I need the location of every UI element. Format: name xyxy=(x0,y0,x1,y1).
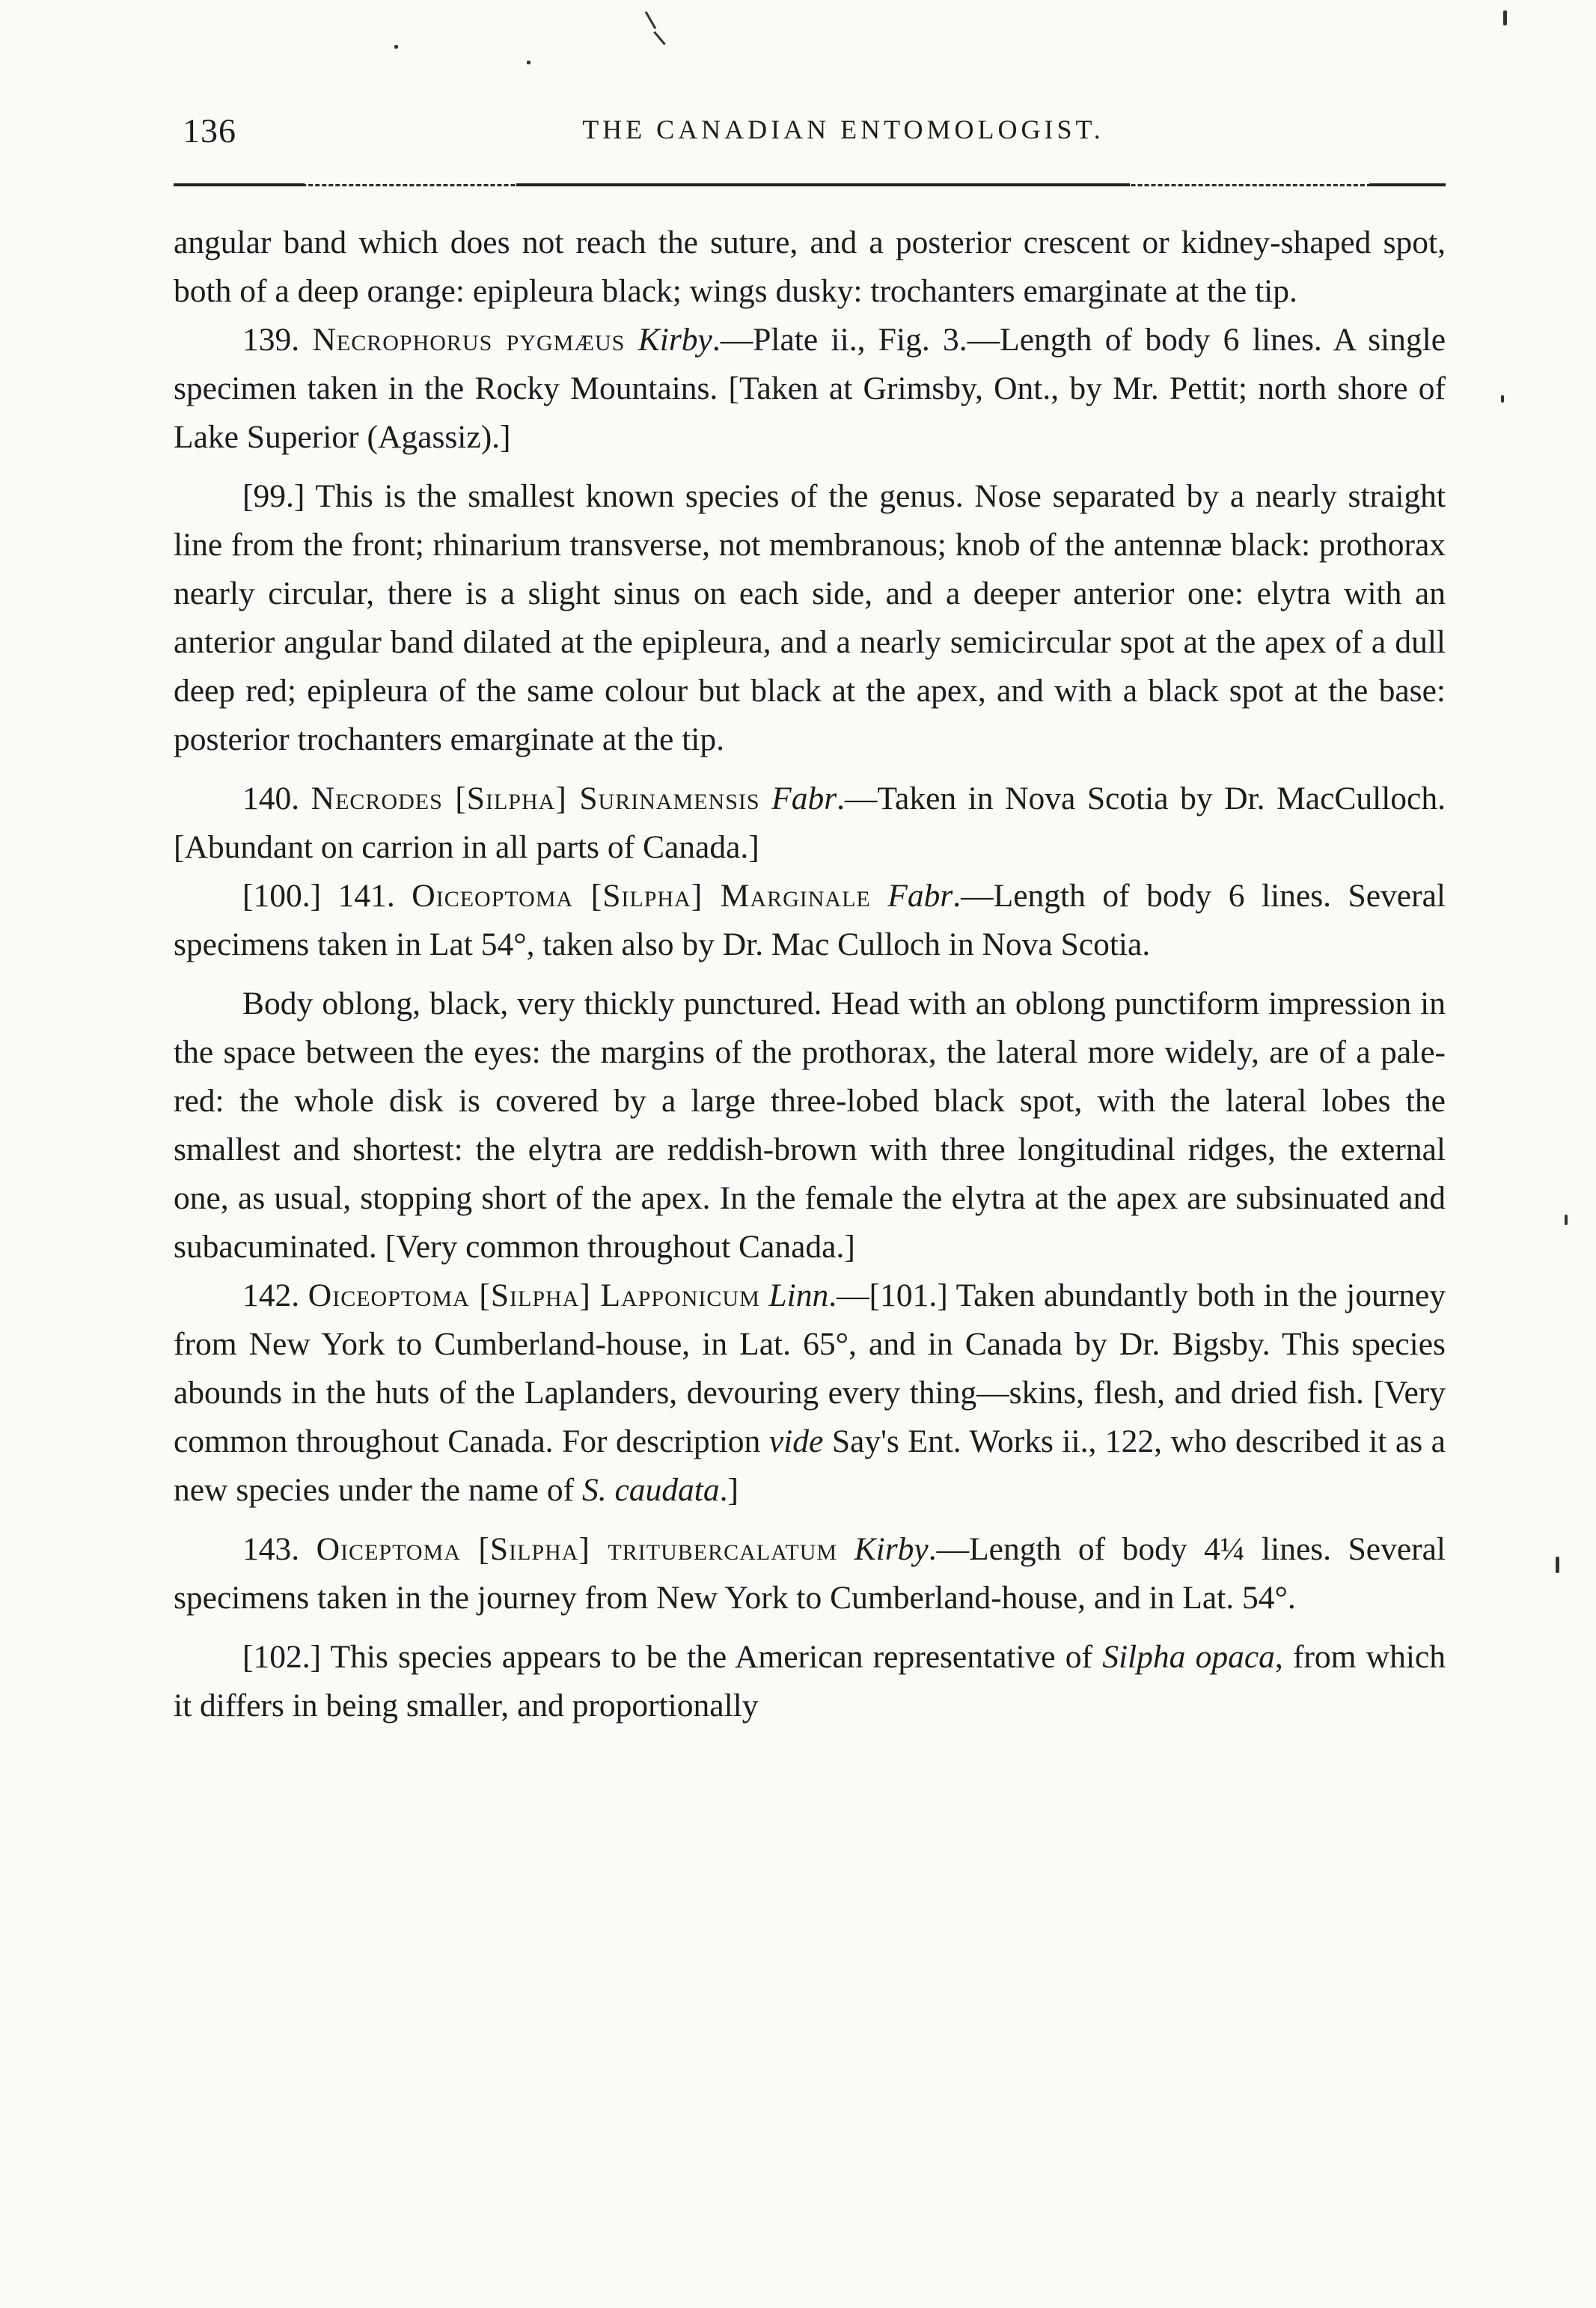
italic-text: Fabr xyxy=(887,878,953,914)
text-run: 140. xyxy=(242,781,311,816)
text-run: .—Plate ii., Fig. 3.—Length of body 6 lines. A single specimen taken in the Rocky Mountains. [Taken at Grimsby, Ont., by Mr. Pettit; north shore of Lake Superior (Agassiz).] xyxy=(174,322,1446,455)
italic-text: Linn xyxy=(768,1277,829,1313)
paragraph xyxy=(174,472,1446,764)
text-run: 142. xyxy=(242,1277,308,1313)
scan-speck xyxy=(1503,10,1507,25)
paragraph xyxy=(174,1633,1446,1730)
text-run: .—Taken in Nova Scotia by Dr. MacCulloch. [Abundant on carrion in all parts of Canada.] xyxy=(174,781,1446,865)
header-rule-segment xyxy=(1369,183,1446,186)
italic-text: S. caudata xyxy=(581,1472,720,1508)
paragraph xyxy=(174,1525,1446,1622)
header-rule-segment xyxy=(174,183,305,186)
text-run xyxy=(760,781,772,816)
page-number: 136 xyxy=(183,112,236,150)
text-run xyxy=(760,1277,769,1313)
paragraph xyxy=(174,316,1446,462)
paragraph xyxy=(174,872,1446,969)
text-run: .—[101.] Taken abundantly both in the journey from New York to Cumberland-house, in Lat. 65°, and in Canada by Dr. Bigsby. This species abounds in the huts of the Laplanders, devouring every thing—skins, flesh, and dried fish. [Very common throughout Canada. For description xyxy=(174,1277,1446,1459)
italic-text: Fabr xyxy=(771,781,837,816)
running-head: THE CANADIAN ENTOMOLOGIST. xyxy=(582,115,1104,144)
scan-speck xyxy=(1565,1215,1568,1225)
italic-text: Kirby xyxy=(854,1531,929,1567)
paragraph xyxy=(174,980,1446,1271)
scan-speck xyxy=(1556,1557,1559,1573)
scan-speck xyxy=(394,45,398,49)
species-name: Necrodes [Silpha] Surinamensis xyxy=(311,781,760,816)
species-name: Oiceptoma [Silpha] tritubercalatum xyxy=(316,1531,838,1567)
scan-mark xyxy=(653,31,665,46)
text-run xyxy=(871,878,888,914)
text-run xyxy=(837,1531,854,1567)
text-run: , from which it differs in being smaller, and proportionally xyxy=(174,1639,1446,1724)
text-run: .] xyxy=(719,1472,739,1508)
scan-speck xyxy=(527,61,531,64)
page-header xyxy=(174,111,1446,163)
text-run xyxy=(625,322,638,358)
italic-text: vide xyxy=(768,1423,824,1459)
text-run: [99.] This is the smallest known species of the genus. Nose separated by a nearly straight line from the front; rhinarium transverse, not membranous; knob of the antennæ black: prothorax nearly circular, there is a slight sinus on each side, and a deeper anterior one: elytra with an anterior angular band dilated at the epipleura, and a nearly semicircular spot at the apex of a dull deep red; epipleura of the same colour but black at the apex, and with a black spot at the base: posterior trochanters emarginate at the tip. xyxy=(174,478,1446,757)
text-run: Say's Ent. Works ii., 122, who described it as a new species under the name of xyxy=(174,1423,1446,1508)
paragraph xyxy=(174,219,1446,316)
species-name: Oiceoptoma [Silpha] Lapponicum xyxy=(308,1277,760,1313)
paragraph xyxy=(174,1271,1446,1515)
species-name: Oiceoptoma [Silpha] Marginale xyxy=(412,878,871,914)
text-run: 143. xyxy=(242,1531,317,1567)
text-run: 139. xyxy=(242,322,313,358)
header-rule-segment xyxy=(516,183,1130,186)
species-name: Necrophorus pygmæus xyxy=(312,322,626,358)
text-run: [102.] This species appears to be the American representative of xyxy=(242,1639,1103,1675)
body-text xyxy=(174,219,1446,1730)
text-run: [100.] 141. xyxy=(242,878,412,914)
italic-text: Silpha opaca xyxy=(1102,1639,1275,1675)
paragraph xyxy=(174,775,1446,872)
text-run: .—Length of body 6 lines. Several specimens taken in Lat 54°, taken also by Dr. Mac Culloch in Nova Scotia. xyxy=(174,878,1446,962)
scan-mark xyxy=(645,11,657,29)
italic-text: Kirby xyxy=(638,322,712,358)
text-run: .—Length of body 4¼ lines. Several specimens taken in the journey from New York to Cumberland-house, and in Lat. 54°. xyxy=(174,1531,1446,1616)
text-run: Body oblong, black, very thickly punctured. Head with an oblong punctiform impression in the space between the eyes: the margins of the prothorax, the lateral more widely, are of a pale-red: the whole disk is covered by a large three-lobed black spot, with the lateral lobes the smallest and shortest: the elytra are reddish-brown with three longitudinal ridges, the external one, as usual, stopping short of the apex. In the female the elytra at the apex are subsinuated and subacuminated. [Very common throughout Canada.] xyxy=(174,986,1446,1265)
text-run: angular band which does not reach the suture, and a posterior crescent or kidney-shaped spot, both of a deep orange: epipleura black; wings dusky: trochanters emarginate at the tip. xyxy=(174,225,1446,309)
scan-speck xyxy=(1501,395,1504,403)
